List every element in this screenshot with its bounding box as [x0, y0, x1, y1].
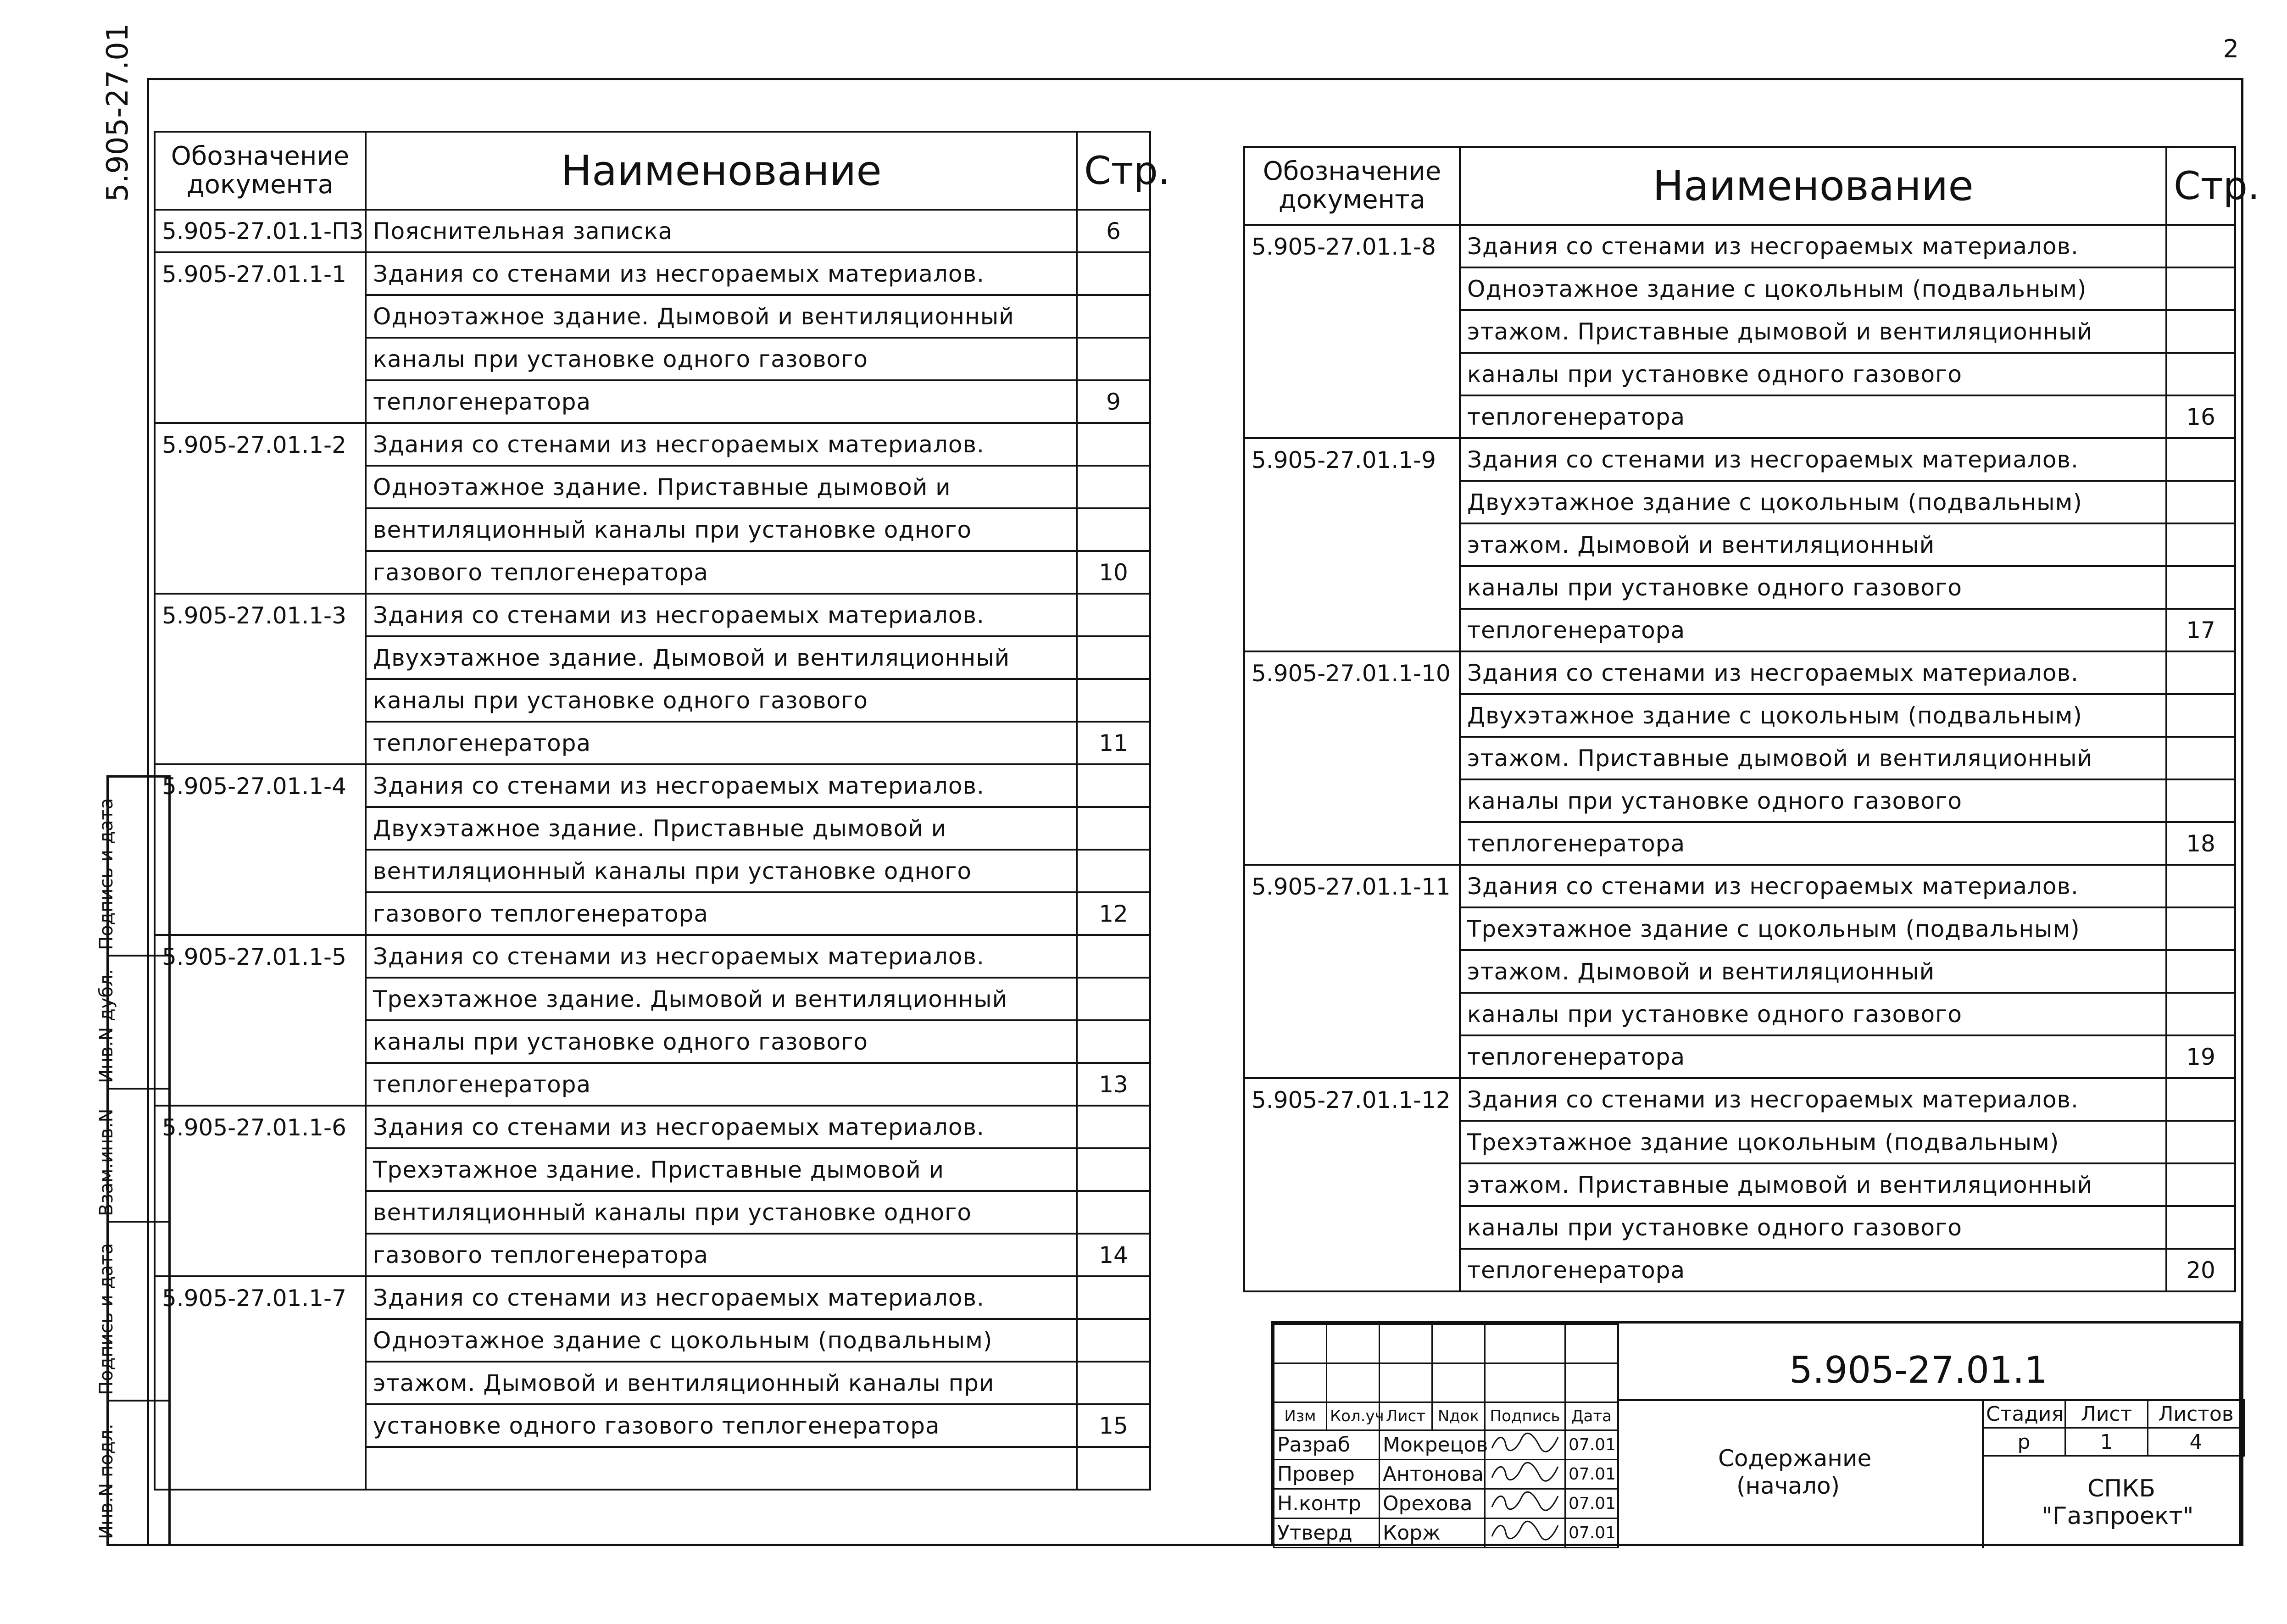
signature-scribble [1488, 1460, 1562, 1483]
col-header-signature: Подпись [1485, 1402, 1565, 1430]
page-number-cell [1077, 850, 1150, 892]
page-number-cell [1077, 1276, 1150, 1319]
strip-label: Инв.N подл. [96, 1424, 117, 1539]
document-code-cell [1244, 1121, 1460, 1163]
table-row [1244, 907, 2235, 950]
document-code-cell: 5.905-27.01.1-8 [1244, 225, 1460, 267]
table-row [155, 1106, 1150, 1148]
table-row [155, 338, 1150, 380]
sheets-value: 4 [2148, 1428, 2244, 1456]
table-row [155, 636, 1150, 679]
page-number-cell [1077, 1191, 1150, 1234]
document-name-cell: каналы при установке одного газового [1460, 566, 2166, 609]
document-code-cell: 5.905-27.01.1-3 [155, 594, 366, 636]
document-code-cell [1244, 779, 1460, 822]
document-title-line-2: (начало) [1736, 1473, 1840, 1499]
document-name-cell: Здания со стенами из несгораемых материалов. [1460, 865, 2166, 907]
organization-line-1: СПКБ [2087, 1475, 2156, 1502]
document-code-cell [155, 1234, 366, 1276]
document-name-cell: этажом. Приставные дымовой и вентиляционный [1460, 737, 2166, 779]
document-code-cell [155, 508, 366, 551]
table-row [1244, 779, 2235, 822]
document-name-cell: теплогенератора [1460, 822, 2166, 865]
signature-date: 07.01 [1565, 1489, 1618, 1518]
document-name-cell: Двухэтажное здание. Дымовой и вентиляционный [366, 636, 1077, 679]
document-name-cell: Одноэтажное здание с цокольным (подвальным) [366, 1319, 1077, 1362]
table-row [1244, 651, 2235, 694]
col-header-change: Изм [1274, 1402, 1327, 1430]
document-code-cell [1244, 694, 1460, 737]
table-row [1244, 737, 2235, 779]
document-name-cell: каналы при установке одного газового [1460, 1206, 2166, 1249]
stage-value: р [1983, 1428, 2065, 1456]
signer-name: Антонова [1380, 1460, 1485, 1489]
page-number-cell [2166, 993, 2235, 1035]
signature-date: 07.01 [1565, 1430, 1618, 1460]
document-name-cell: вентиляционный каналы при установке одного [366, 1191, 1077, 1234]
document-name-cell: этажом. Дымовой и вентиляционный [1460, 950, 2166, 993]
page-number-cell: 17 [2166, 609, 2235, 651]
document-name-cell: теплогенератора [366, 380, 1077, 423]
table-row [155, 210, 1150, 252]
signature-scribble [1488, 1519, 1562, 1542]
header-name: Наименование [1460, 147, 2166, 225]
table-row [1244, 1249, 2235, 1291]
document-code-cell [155, 892, 366, 935]
document-name-cell: Трехэтажное здание с цокольным (подвальным) [1460, 907, 2166, 950]
page-number-cell [2166, 779, 2235, 822]
document-title-line-1: Содержание [1718, 1445, 1872, 1472]
document-name-cell: этажом. Дымовой и вентиляционный [1460, 523, 2166, 566]
table-row [155, 1447, 1150, 1490]
document-name-cell: теплогенератора [366, 1063, 1077, 1106]
table-row [1244, 822, 2235, 865]
document-code-cell: 5.905-27.01.1-11 [1244, 865, 1460, 907]
document-code-cell [155, 978, 366, 1020]
signature-scribble [1488, 1490, 1562, 1513]
document-code-cell [155, 636, 366, 679]
page-number-cell [2166, 1163, 2235, 1206]
document-code-cell: 5.905-27.01.1-1 [155, 252, 366, 295]
document-name-cell: Пояснительная записка [366, 210, 1077, 252]
col-header-docno: Nдок [1432, 1402, 1485, 1430]
table-row [155, 850, 1150, 892]
header-page: Стр. [1077, 132, 1150, 210]
signature-role: Н.контр [1274, 1489, 1380, 1518]
document-name-cell: Здания со стенами из несгораемых материалов. [366, 1106, 1077, 1148]
page-number-cell [1077, 338, 1150, 380]
table-row [1244, 310, 2235, 353]
page-number-cell [2166, 353, 2235, 395]
contents-table-left [154, 131, 1170, 1491]
table-row [1244, 1163, 2235, 1206]
page-number-cell [1077, 1362, 1150, 1404]
col-header-count: Кол.уч [1327, 1402, 1380, 1430]
table-row [155, 935, 1150, 978]
document-name-cell: теплогенератора [1460, 395, 2166, 438]
document-code-cell: 5.905-27.01.1-7 [155, 1276, 366, 1319]
table-row [155, 1191, 1150, 1234]
table-row [1244, 438, 2235, 481]
page-number-cell [1077, 1447, 1150, 1490]
page-number-cell: 14 [1077, 1234, 1150, 1276]
page-number-cell [2166, 865, 2235, 907]
signature-date: 07.01 [1565, 1518, 1618, 1548]
document-name-cell: вентиляционный каналы при установке одного [366, 508, 1077, 551]
signature-date: 07.01 [1565, 1460, 1618, 1489]
document-code-cell [155, 1148, 366, 1191]
signer-name: Корж [1380, 1518, 1485, 1548]
page-number-cell [2166, 310, 2235, 353]
page-number-cell [1077, 466, 1150, 508]
page-number-cell [2166, 438, 2235, 481]
document-name-cell: этажом. Приставные дымовой и вентиляционный [1460, 1163, 2166, 1206]
signature-grid [1273, 1324, 1619, 1548]
document-name-cell: Трехэтажное здание цокольным (подвальным) [1460, 1121, 2166, 1163]
document-code-cell: 5.905-27.01.1-2 [155, 423, 366, 466]
document-code-cell [1244, 822, 1460, 865]
vertical-document-code: 5.905-27.01 [101, 23, 135, 202]
table-row [1244, 993, 2235, 1035]
document-code-cell [1244, 737, 1460, 779]
table-row [1244, 1035, 2235, 1078]
page-number-cell [2166, 651, 2235, 694]
document-name-cell: Двухэтажное здание с цокольным (подвальным) [1460, 694, 2166, 737]
document-name-cell [366, 1447, 1077, 1490]
document-name-cell: каналы при установке одного газового [366, 338, 1077, 380]
title-doc-code: 5.905-27.01.1 [1789, 1349, 2048, 1391]
document-code-cell [1244, 481, 1460, 523]
page-number-cell [1077, 636, 1150, 679]
document-code-cell: 5.905-27.01.1-5 [155, 935, 366, 978]
sheets-label: Листов [2148, 1400, 2244, 1428]
document-name-cell: Здания со стенами из несгораемых материалов. [366, 594, 1077, 636]
page-number-cell: 15 [1077, 1404, 1150, 1447]
handwritten-signature [1485, 1518, 1565, 1548]
document-name-cell: Одноэтажное здание. Приставные дымовой и [366, 466, 1077, 508]
document-name-cell: Здания со стенами из несгораемых материалов. [1460, 651, 2166, 694]
page-number-cell [1077, 807, 1150, 850]
document-name-cell: вентиляционный каналы при установке одного [366, 850, 1077, 892]
page-number-cell: 13 [1077, 1063, 1150, 1106]
header-document-code: Обозначение документа [1244, 147, 1460, 225]
page-number-cell [1077, 295, 1150, 338]
document-name-cell: Двухэтажное здание. Приставные дымовой и [366, 807, 1077, 850]
document-code-cell [1244, 267, 1460, 310]
page-number-cell [1077, 1148, 1150, 1191]
page-number-cell [1077, 423, 1150, 466]
document-code-cell: 5.905-27.01.1-П3 [155, 210, 366, 252]
page-number-cell [2166, 694, 2235, 737]
table-row [1244, 566, 2235, 609]
page-number-cell [1077, 594, 1150, 636]
table-row [155, 380, 1150, 423]
signature-scribble [1488, 1431, 1562, 1454]
document-code-cell [155, 1447, 366, 1490]
handwritten-signature [1485, 1460, 1565, 1489]
table-row [155, 1063, 1150, 1106]
header-document-code: Обозначение документа [155, 132, 366, 210]
page-number-cell [2166, 481, 2235, 523]
document-name-cell: Здания со стенами из несгораемых материалов. [366, 935, 1077, 978]
document-name-cell: каналы при установке одного газового [366, 1020, 1077, 1063]
document-name-cell: Одноэтажное здание с цокольным (подвальным) [1460, 267, 2166, 310]
handwritten-signature [1485, 1430, 1565, 1460]
document-code-cell: 5.905-27.01.1-6 [155, 1106, 366, 1148]
document-code-cell [155, 1319, 366, 1362]
table-row [1244, 1121, 2235, 1163]
table-row [155, 1148, 1150, 1191]
signature-role: Утверд [1274, 1518, 1380, 1548]
document-name-cell: Здания со стенами из несгораемых материалов. [366, 252, 1077, 295]
document-code-cell [1244, 353, 1460, 395]
document-code-cell [1244, 993, 1460, 1035]
contents-table-right [1243, 146, 2260, 1292]
document-code-cell [155, 380, 366, 423]
page-number-cell: 16 [2166, 395, 2235, 438]
table-row [1244, 523, 2235, 566]
strip-label: Подпись и дата [96, 798, 117, 950]
table-row [1244, 353, 2235, 395]
document-name-cell: Здания со стенами из несгораемых материалов. [1460, 1078, 2166, 1121]
document-name-cell: каналы при установке одного газового [1460, 993, 2166, 1035]
page-number-cell [1077, 679, 1150, 722]
document-code-cell [1244, 1249, 1460, 1291]
document-code-cell [1244, 523, 1460, 566]
table-row [155, 1319, 1150, 1362]
document-name-cell: Двухэтажное здание с цокольным (подвальным) [1460, 481, 2166, 523]
table-row [1244, 481, 2235, 523]
col-header-sheet: Лист [1380, 1402, 1432, 1430]
document-name-cell: теплогенератора [366, 722, 1077, 764]
document-code-cell [1244, 1206, 1460, 1249]
document-name-cell: Здания со стенами из несгораемых материалов. [1460, 438, 2166, 481]
table-row [155, 508, 1150, 551]
page-number-cell: 6 [1077, 210, 1150, 252]
page-number-cell: 18 [2166, 822, 2235, 865]
signature-row [1274, 1518, 1618, 1548]
page-number-cell [1077, 935, 1150, 978]
document-code-cell: 5.905-27.01.1-10 [1244, 651, 1460, 694]
page-number-cell [2166, 1121, 2235, 1163]
signature-role: Разраб [1274, 1430, 1380, 1460]
document-code-cell [155, 551, 366, 594]
table-row [155, 551, 1150, 594]
sheet-label: Лист [2065, 1400, 2148, 1428]
stage-label: Стадия [1983, 1400, 2065, 1428]
title-divider-vertical [1617, 1324, 1619, 1548]
document-name-cell: газового теплогенератора [366, 892, 1077, 935]
signer-name: Мокрецов [1380, 1430, 1485, 1460]
document-name-cell: каналы при установке одного газового [366, 679, 1077, 722]
document-code-cell [1244, 395, 1460, 438]
page-number-cell [2166, 737, 2235, 779]
strip-label: Подпись и дата [96, 1243, 117, 1395]
document-code-cell [155, 1362, 366, 1404]
table-row [155, 1404, 1150, 1447]
document-code-cell [1244, 566, 1460, 609]
table-row [155, 466, 1150, 508]
handwritten-signature [1485, 1489, 1565, 1518]
page-number-cell: 19 [2166, 1035, 2235, 1078]
document-name-cell: теплогенератора [1460, 609, 2166, 651]
title-block [1271, 1321, 2241, 1546]
document-code-cell: 5.905-27.01.1-9 [1244, 438, 1460, 481]
strip-label: Инв.N дубл. [96, 968, 117, 1083]
sheet-number: 2 [2223, 34, 2239, 63]
page-number-cell: 10 [1077, 551, 1150, 594]
document-code-cell [155, 807, 366, 850]
table-row [155, 1234, 1150, 1276]
page-number-cell: 12 [1077, 892, 1150, 935]
organization-line-2: "Газпроект" [2042, 1502, 2194, 1530]
document-name-cell: теплогенератора [1460, 1035, 2166, 1078]
document-name-cell: газового теплогенератора [366, 551, 1077, 594]
document-name-cell: этажом. Дымовой и вентиляционный каналы при [366, 1362, 1077, 1404]
table-row [155, 892, 1150, 935]
table-row [1244, 694, 2235, 737]
document-code-cell [155, 466, 366, 508]
document-code-cell: 5.905-27.01.1-4 [155, 764, 366, 807]
page-number-cell: 9 [1077, 380, 1150, 423]
table-row [155, 423, 1150, 466]
stage-grid [1982, 1399, 2245, 1457]
table-row [1244, 865, 2235, 907]
page-number-cell [1077, 1319, 1150, 1362]
page-number-cell [2166, 1206, 2235, 1249]
table-row [155, 679, 1150, 722]
document-code-cell [155, 1404, 366, 1447]
document-name-cell: Трехэтажное здание. Дымовой и вентиляционный [366, 978, 1077, 1020]
table-row [155, 1276, 1150, 1319]
signer-name: Орехова [1380, 1489, 1485, 1518]
table-row [1244, 1206, 2235, 1249]
document-name-cell: установке одного газового теплогенератора [366, 1404, 1077, 1447]
table-row [155, 764, 1150, 807]
document-code-cell [155, 850, 366, 892]
document-code-cell [1244, 310, 1460, 353]
page-number-cell [1077, 978, 1150, 1020]
document-code-cell [1244, 950, 1460, 993]
signature-row [1274, 1430, 1618, 1460]
table-row [155, 594, 1150, 636]
document-name-cell: Здания со стенами из несгораемых материалов. [366, 1276, 1077, 1319]
document-code-cell [155, 295, 366, 338]
page-number-cell [1077, 764, 1150, 807]
col-header-date: Дата [1565, 1402, 1618, 1430]
table-row [155, 807, 1150, 850]
table-row [1244, 225, 2235, 267]
table-row [1244, 1078, 2235, 1121]
header-page: Стр. [2166, 147, 2235, 225]
table-row [1244, 395, 2235, 438]
document-name-cell: каналы при установке одного газового [1460, 779, 2166, 822]
document-code-cell [1244, 1163, 1460, 1206]
page-number-cell [1077, 252, 1150, 295]
document-name-cell: каналы при установке одного газового [1460, 353, 2166, 395]
table-row [155, 1020, 1150, 1063]
document-code-cell [155, 679, 366, 722]
page-number-cell: 11 [1077, 722, 1150, 764]
document-code-cell: 5.905-27.01.1-12 [1244, 1078, 1460, 1121]
signature-role: Провер [1274, 1460, 1380, 1489]
document-name-cell: Здания со стенами из несгораемых материалов. [366, 423, 1077, 466]
sheet-value: 1 [2065, 1428, 2148, 1456]
strip-label: Взам.инв.N [96, 1108, 117, 1216]
document-name-cell: газового теплогенератора [366, 1234, 1077, 1276]
page-number-cell [2166, 267, 2235, 310]
table-row [155, 295, 1150, 338]
document-code-cell [155, 1191, 366, 1234]
document-code-cell [1244, 1035, 1460, 1078]
page-number-cell [2166, 225, 2235, 267]
page-number-cell [1077, 508, 1150, 551]
table-row [1244, 950, 2235, 993]
document-name-cell: теплогенератора [1460, 1249, 2166, 1291]
page-number-cell [2166, 566, 2235, 609]
table-row [1244, 267, 2235, 310]
document-code-cell [155, 338, 366, 380]
table-row [1244, 609, 2235, 651]
signature-row [1274, 1489, 1618, 1518]
document-name-cell: Здания со стенами из несгораемых материалов. [1460, 225, 2166, 267]
document-name-cell: Трехэтажное здание. Приставные дымовой и [366, 1148, 1077, 1191]
table-row [155, 252, 1150, 295]
page-number-cell: 20 [2166, 1249, 2235, 1291]
page-number-cell [2166, 523, 2235, 566]
table-row [155, 1362, 1150, 1404]
document-name-cell: этажом. Приставные дымовой и вентиляционный [1460, 310, 2166, 353]
document-code-cell [155, 1063, 366, 1106]
document-code-cell [1244, 609, 1460, 651]
page-number-cell [2166, 950, 2235, 993]
table-row [155, 978, 1150, 1020]
header-name: Наименование [366, 132, 1077, 210]
document-name-cell: Здания со стенами из несгораемых материалов. [366, 764, 1077, 807]
document-code-cell [1244, 907, 1460, 950]
document-name-cell: Одноэтажное здание. Дымовой и вентиляционный [366, 295, 1077, 338]
page-number-cell [2166, 907, 2235, 950]
table-row [155, 722, 1150, 764]
document-code-cell [155, 1020, 366, 1063]
signature-row [1274, 1460, 1618, 1489]
page-number-cell [1077, 1020, 1150, 1063]
page-number-cell [1077, 1106, 1150, 1148]
document-code-cell [155, 722, 366, 764]
page-number-cell [2166, 1078, 2235, 1121]
